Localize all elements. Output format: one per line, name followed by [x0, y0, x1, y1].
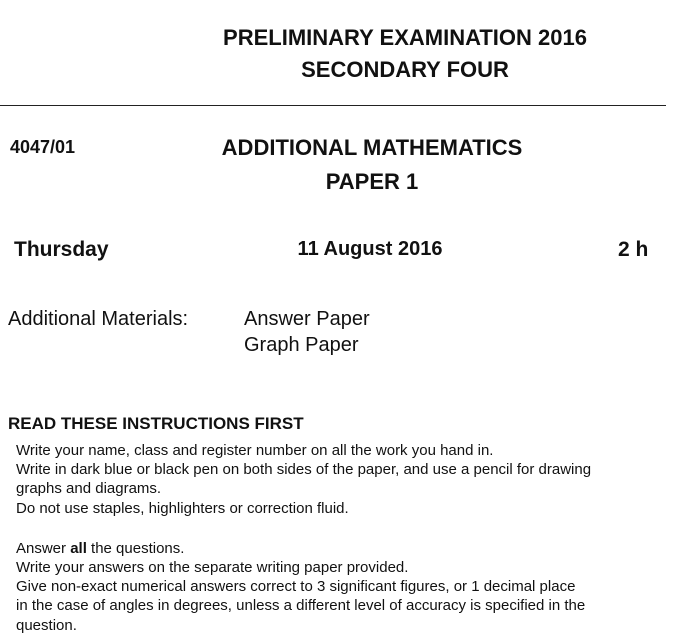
- paper-number: PAPER 1: [325, 169, 419, 194]
- divider: [0, 105, 666, 106]
- answer-prefix: Answer: [16, 540, 71, 557]
- exam-title: PRELIMINARY EXAMINATION 2016: [223, 25, 587, 50]
- subject-title: ADDITIONAL MATHEMATICS: [221, 135, 523, 160]
- exam-subtitle: SECONDARY FOUR: [301, 57, 509, 82]
- instruction-line: Write in dark blue or black pen on both sides of the paper, and use a pencil for drawing: [16, 461, 592, 478]
- exam-duration: 2 h: [618, 238, 649, 261]
- instruction-line: Write your name, class and register number on all the work you hand in.: [16, 442, 494, 459]
- material-item: Graph Paper: [244, 334, 359, 356]
- instruction-line: question.: [16, 617, 77, 634]
- instruction-line: in the case of angles in degrees, unless a different level of accuracy is specified in the: [16, 597, 586, 614]
- materials-label: Additional Materials:: [8, 308, 189, 330]
- instruction-line: graphs and diagrams.: [16, 480, 162, 497]
- instruction-line: Do not use staples, highlighters or correction fluid.: [16, 500, 349, 517]
- answer-suffix: the questions.: [86, 540, 185, 557]
- exam-date: 11 August 2016: [297, 238, 443, 260]
- material-item: Answer Paper: [244, 308, 370, 330]
- answer-bold: all: [70, 540, 87, 557]
- instructions-heading: READ THESE INSTRUCTIONS FIRST: [8, 414, 304, 433]
- paper-code: 4047/01: [10, 137, 76, 157]
- exam-day: Thursday: [14, 238, 109, 261]
- instruction-line: [16, 540, 184, 557]
- instruction-line: Write your answers on the separate writing paper provided.: [16, 559, 409, 576]
- instruction-line: Give non-exact numerical answers correct to 3 significant figures, or 1 decimal place: [16, 578, 576, 595]
